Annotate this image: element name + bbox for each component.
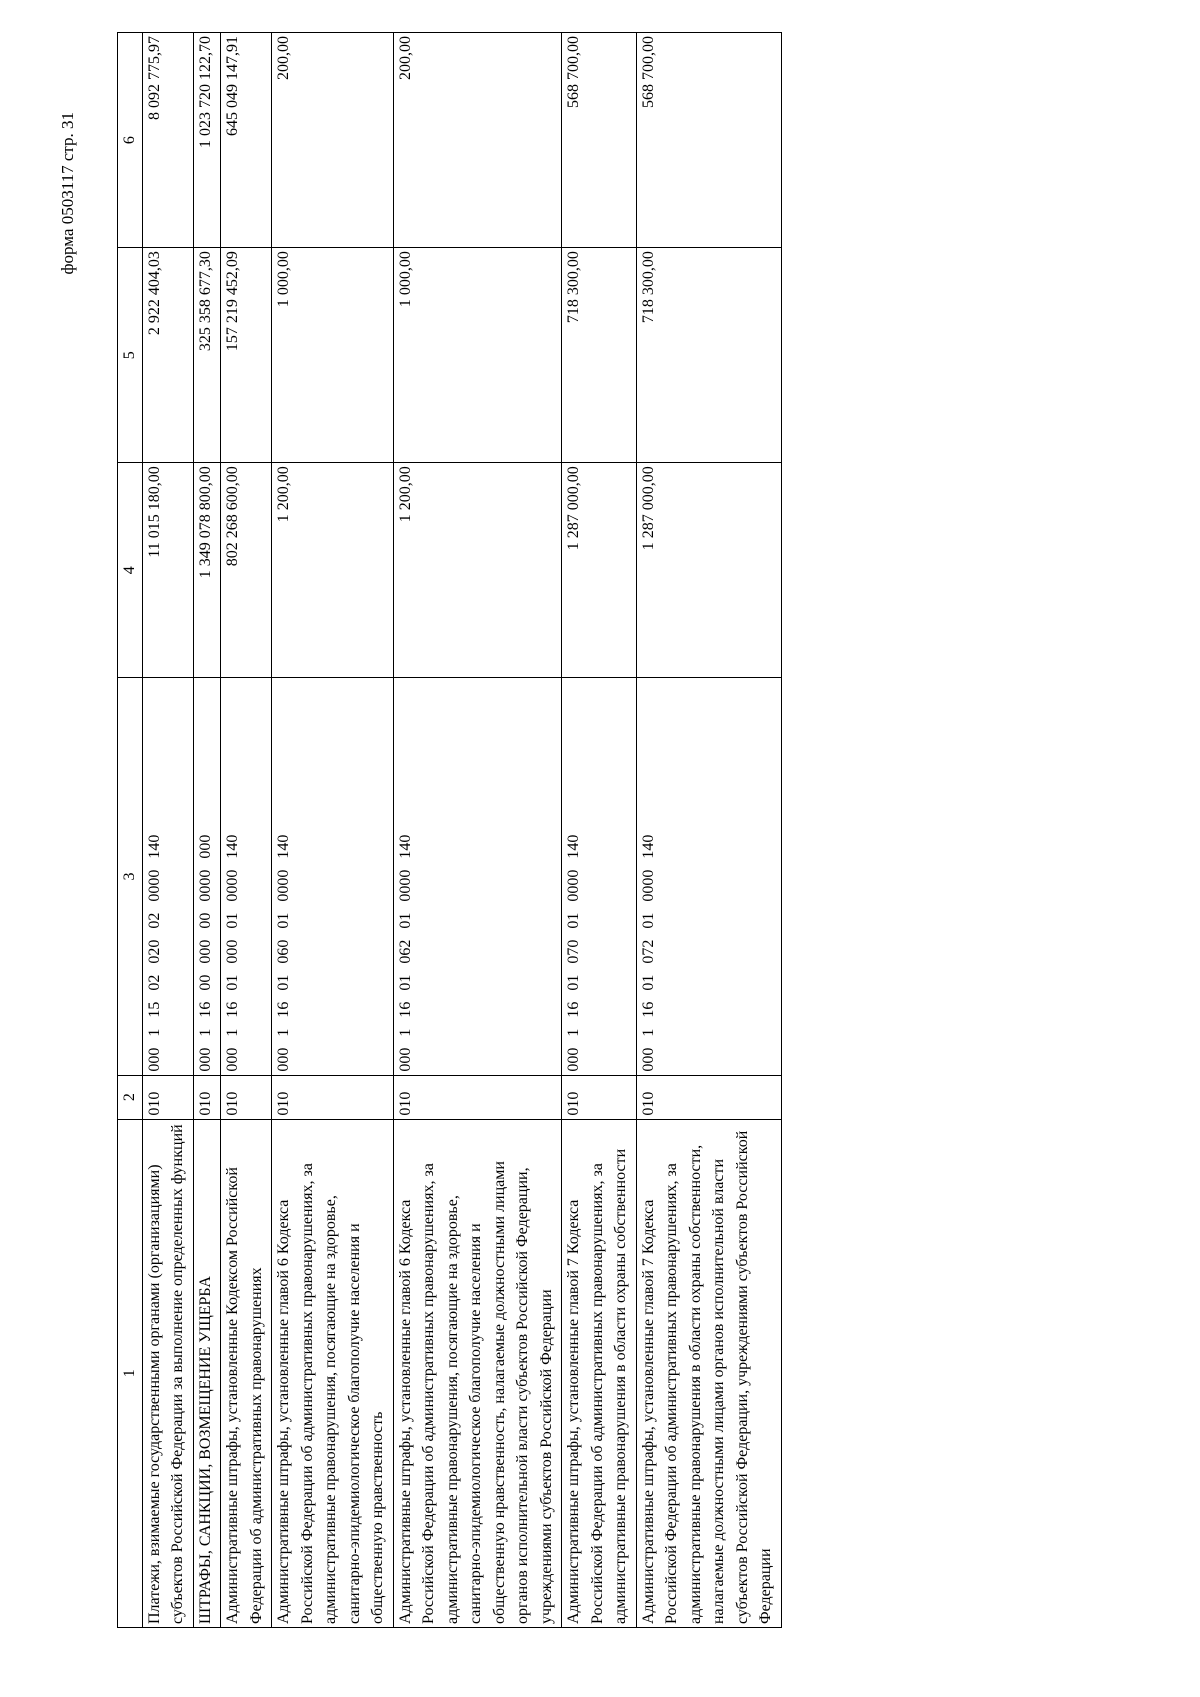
row-income-code: 000 1 16 01 062 01 0000 140 [393,678,562,1075]
column-header-5: 5 [118,248,143,463]
row-name: Административные штрафы, установленные главой 7 Кодекса Российской Федерации об административных правонарушениях, за административные правонарушения в области охраны собственности [562,1119,637,1627]
column-header-2: 2 [118,1075,143,1119]
row-approved-amount: 1 287 000,00 [636,463,781,678]
row-line-code: 010 [272,1075,394,1119]
row-unexecuted-amount: 8 092 775,97 [142,33,193,248]
row-approved-amount: 11 015 180,00 [142,463,193,678]
column-header-3: 3 [118,678,143,1075]
row-executed-amount: 1 000,00 [272,248,394,463]
row-name: Платежи, взимаемые государственными органами (организациями) субъектов Российской Федерации за выполнение определенных функций [142,1119,193,1627]
row-approved-amount: 1 200,00 [272,463,394,678]
column-header-6: 6 [118,33,143,248]
table-row [221,33,272,1628]
row-line-code: 010 [142,1075,193,1119]
table-row [272,33,394,1628]
row-line-code: 010 [193,1075,221,1119]
row-income-code: 000 1 16 01 060 01 0000 140 [272,678,394,1075]
row-unexecuted-amount: 200,00 [272,33,394,248]
table-row [636,33,781,1628]
row-line-code: 010 [562,1075,637,1119]
row-unexecuted-amount: 200,00 [393,33,562,248]
row-unexecuted-amount: 568 700,00 [562,33,637,248]
column-number-header-row [118,33,143,1628]
row-line-code: 010 [393,1075,562,1119]
row-income-code: 000 1 16 01 070 01 0000 140 [562,678,637,1075]
row-name: Административные штрафы, установленные главой 6 Кодекса Российской Федерации об административных правонарушениях, за административные правонарушения, посягающие на здоровье, санитарно-эпидемиологическое благополучие населения и общественную нравственность, налагаемые должностными лицами органов исполнительной власти субъектов Российской Федерации, учреждениями субъектов Российской Федерации [393,1119,562,1627]
form-page-label: форма 0503117 стр. 31 [58,112,77,275]
row-executed-amount: 325 358 677,30 [193,248,221,463]
row-name: Административные штрафы, установленные Кодексом Российской Федерации об административных правонарушениях [221,1119,272,1627]
column-header-4: 4 [118,463,143,678]
row-income-code: 000 1 16 01 072 01 0000 140 [636,678,781,1075]
row-executed-amount: 718 300,00 [636,248,781,463]
table-row [142,33,193,1628]
row-executed-amount: 718 300,00 [562,248,637,463]
row-executed-amount: 157 219 452,09 [221,248,272,463]
table-row [562,33,637,1628]
income-execution-table [117,32,782,1628]
row-unexecuted-amount: 1 023 720 122,70 [193,33,221,248]
row-approved-amount: 1 349 078 800,00 [193,463,221,678]
row-unexecuted-amount: 645 049 147,91 [221,33,272,248]
row-executed-amount: 1 000,00 [393,248,562,463]
row-unexecuted-amount: 568 700,00 [636,33,781,248]
table-row [393,33,562,1628]
row-executed-amount: 2 922 404,03 [142,248,193,463]
row-income-code: 000 1 15 02 020 02 0000 140 [142,678,193,1075]
row-name: ШТРАФЫ, САНКЦИИ, ВОЗМЕЩЕНИЕ УЩЕРБА [193,1119,221,1627]
row-name: Административные штрафы, установленные главой 7 Кодекса Российской Федерации об административных правонарушениях, за административные правонарушения в области охраны собственности, налагаемые должностными лицами органов исполнительной власти субъектов Российской Федерации, учреждениями субъектов Российской Федерации [636,1119,781,1627]
table-row [193,33,221,1628]
column-header-1: 1 [118,1119,143,1627]
row-approved-amount: 1 200,00 [393,463,562,678]
row-line-code: 010 [221,1075,272,1119]
row-income-code: 000 1 16 01 000 01 0000 140 [221,678,272,1075]
row-approved-amount: 802 268 600,00 [221,463,272,678]
row-name: Административные штрафы, установленные главой 6 Кодекса Российской Федерации об административных правонарушениях, за административные правонарушения, посягающие на здоровье, санитарно-эпидемиологическое благополучие населения и общественную нравственность [272,1119,394,1627]
row-approved-amount: 1 287 000,00 [562,463,637,678]
row-income-code: 000 1 16 00 000 00 0000 000 [193,678,221,1075]
row-line-code: 010 [636,1075,781,1119]
